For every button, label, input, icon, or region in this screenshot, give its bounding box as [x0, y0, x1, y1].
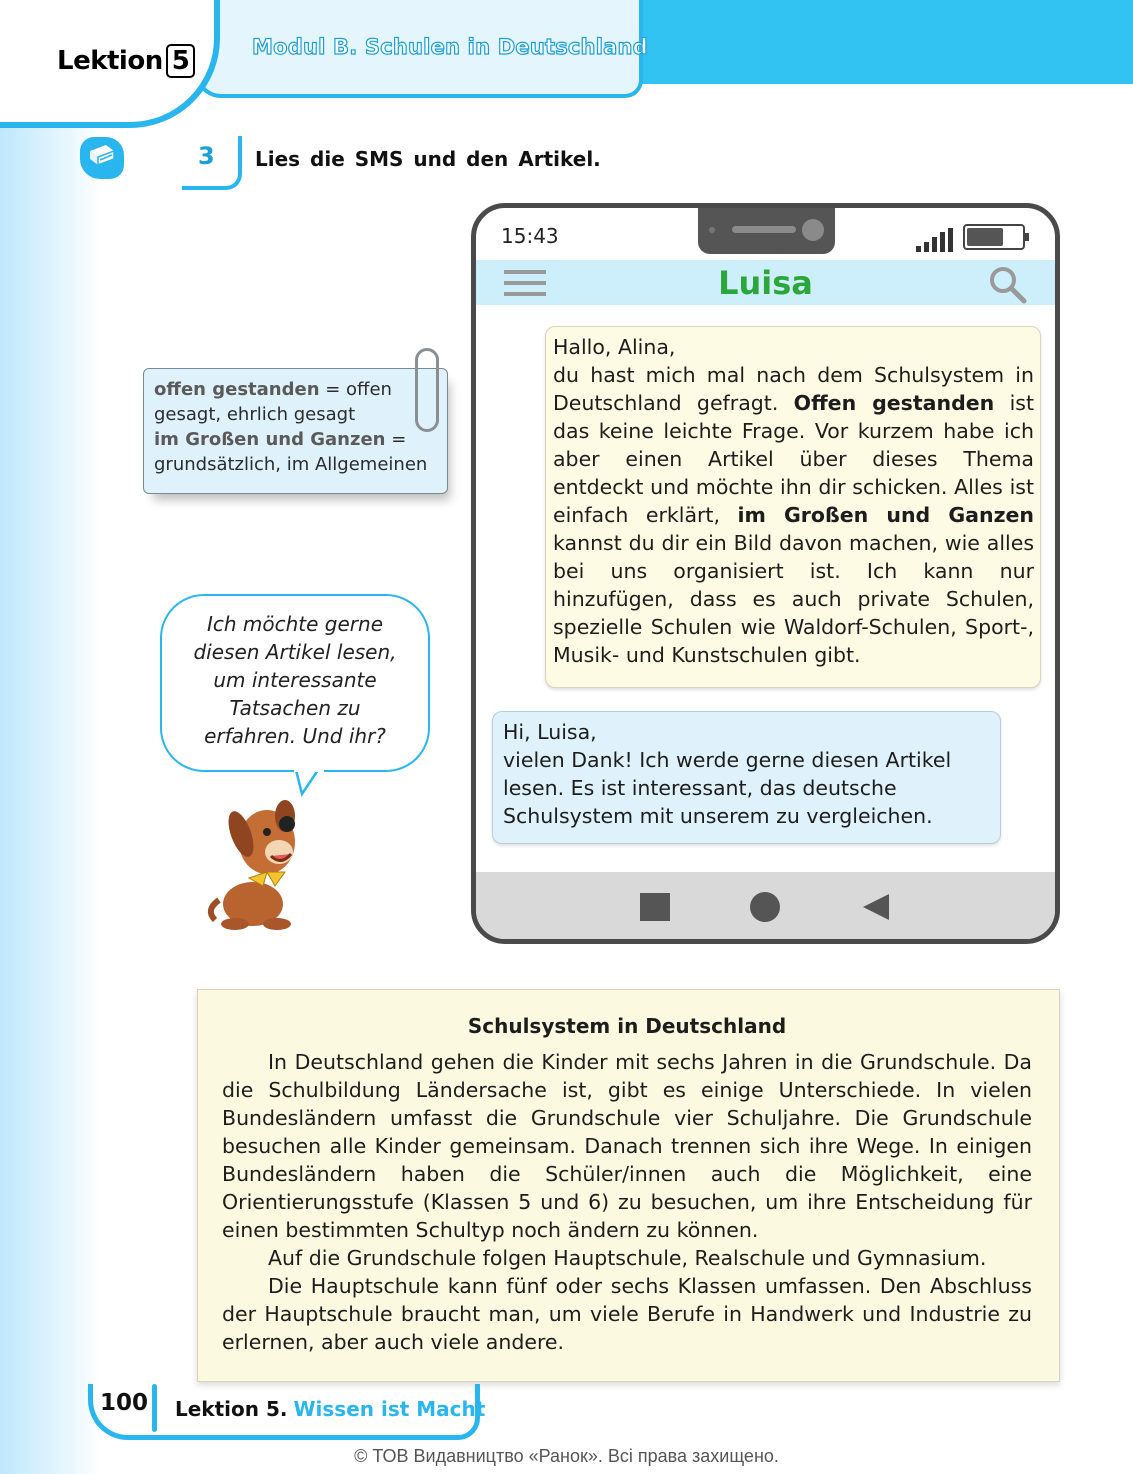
copyright: © ТОВ Видавництво «Ранок». Всі права захищено.	[354, 1446, 779, 1466]
task-number-badge	[182, 136, 242, 190]
message-received	[545, 326, 1041, 688]
recent-apps-icon[interactable]	[640, 893, 670, 921]
footer-lesson: Lektion 5.	[175, 1397, 288, 1421]
message-text: ist das keine leichte Frage. Vor kurzem habe ich aber einen Artikel über dieses Thema entdeckt und möchte ihn dir schicken. Alles ist einfach erklärt,	[553, 391, 1034, 527]
note-def-2: = grundsätzlich, im Allgemeinen	[154, 429, 428, 475]
modul-title: Modul B. Schulen in Deutschland	[252, 35, 648, 59]
signal-icon	[916, 228, 956, 252]
phone-notch	[698, 208, 835, 254]
bubble-line: Tatsachen zu	[229, 696, 361, 720]
footer-title	[175, 1397, 485, 1421]
lektion-title	[57, 44, 195, 78]
battery-icon	[963, 224, 1025, 250]
search-icon[interactable]	[988, 265, 1028, 305]
note-term-1: offen gestanden	[154, 379, 320, 400]
home-icon[interactable]	[750, 892, 780, 922]
message-greeting: Hi, Luisa,	[503, 720, 597, 744]
article-box	[197, 989, 1060, 1382]
article-paragraph: In Deutschland gehen die Kinder mit sechs Jahren in die Grundschule. Da die Schulbildung Ländersache ist, gibt es einige Unterschiede. In vielen Bundesländern umfasst die Grundschule vier Schuljahre. Die Grundschule besuchen alle Kinder gemeinsam. Danach trennen sich ihre Wege. In einigen Bundesländern haben die Schüler/innen auch die Möglichkeit, eine Orientierungsstufe (Klassen 5 und 6) zu besuchen, um ihre Entscheidung für einen bestimmten Schultyp noch ändern zu können.	[222, 1050, 1032, 1242]
status-time: 15:43	[501, 224, 559, 248]
camera-icon	[802, 219, 824, 241]
paperclip-icon	[415, 348, 439, 432]
footer-lesson-title: Wissen ist Macht	[293, 1397, 486, 1421]
speaker-bar	[732, 226, 796, 233]
message-sent	[492, 711, 1001, 844]
footer-divider	[152, 1384, 157, 1432]
sensor-dot	[709, 227, 715, 233]
bubble-line: erfahren. Und ihr?	[204, 724, 386, 748]
note-term-2: im Großen und Ganzen	[154, 429, 386, 450]
phone-nav-bar	[476, 872, 1055, 944]
header-band	[640, 0, 1133, 84]
back-icon[interactable]	[861, 892, 891, 922]
article-paragraph: Auf die Grundschule folgen Hauptschule, Realschule und Gymnasium.	[268, 1246, 987, 1270]
task-instruction: Lies die SMS und den Artikel.	[255, 147, 601, 171]
bubble-line: um interessante	[213, 668, 377, 692]
speech-bubble	[160, 594, 430, 772]
message-bold-phrase: Offen gestanden	[793, 391, 995, 415]
message-text: du hast mich mal nach dem Schulsystem in Deutschland gefragt.	[553, 363, 1034, 415]
message-bold-phrase: im Großen und Ganzen	[737, 503, 1035, 527]
message-greeting: Hallo, Alina,	[553, 335, 676, 359]
lektion-label: Lektion	[57, 46, 163, 76]
bubble-line: Ich möchte gerne	[206, 612, 384, 636]
lektion-number: 5	[166, 44, 196, 78]
left-gradient-strip	[0, 0, 100, 1474]
note-def-1: = offen gesagt, ehrlich gesagt	[154, 379, 392, 425]
chat-header	[476, 260, 1055, 305]
message-text: kannst du dir ein Bild davon machen, wie alles bei uns organisiert ist. Ich kann nur hinzufügen, dass es auch private Schulen, spezielle Schulen wie Waldorf-Schulen, Sport-, Musik- und Kunstschulen gibt.	[553, 531, 1034, 667]
contact-name: Luisa	[718, 264, 813, 302]
page-number: 100	[100, 1390, 149, 1416]
dog-mascot-icon	[205, 792, 305, 932]
article-title: Schulsystem in Deutschland	[467, 1014, 787, 1038]
book-icon	[80, 137, 124, 179]
task-number: 3	[198, 142, 215, 170]
article-paragraph: Die Hauptschule kann fünf oder sechs Klassen umfassen. Den Abschluss der Hauptschule braucht man, um viele Berufe in Handwerk und Industrie zu erlernen, aber auch viele andere.	[222, 1274, 1032, 1354]
bubble-line: diesen Artikel lesen,	[193, 640, 397, 664]
message-text: vielen Dank! Ich werde gerne diesen Artikel lesen. Es ist interessant, das deutsche Schulsystem mit unserem zu vergleichen.	[503, 748, 952, 828]
phone-frame	[471, 203, 1060, 944]
vocabulary-note	[143, 368, 448, 494]
